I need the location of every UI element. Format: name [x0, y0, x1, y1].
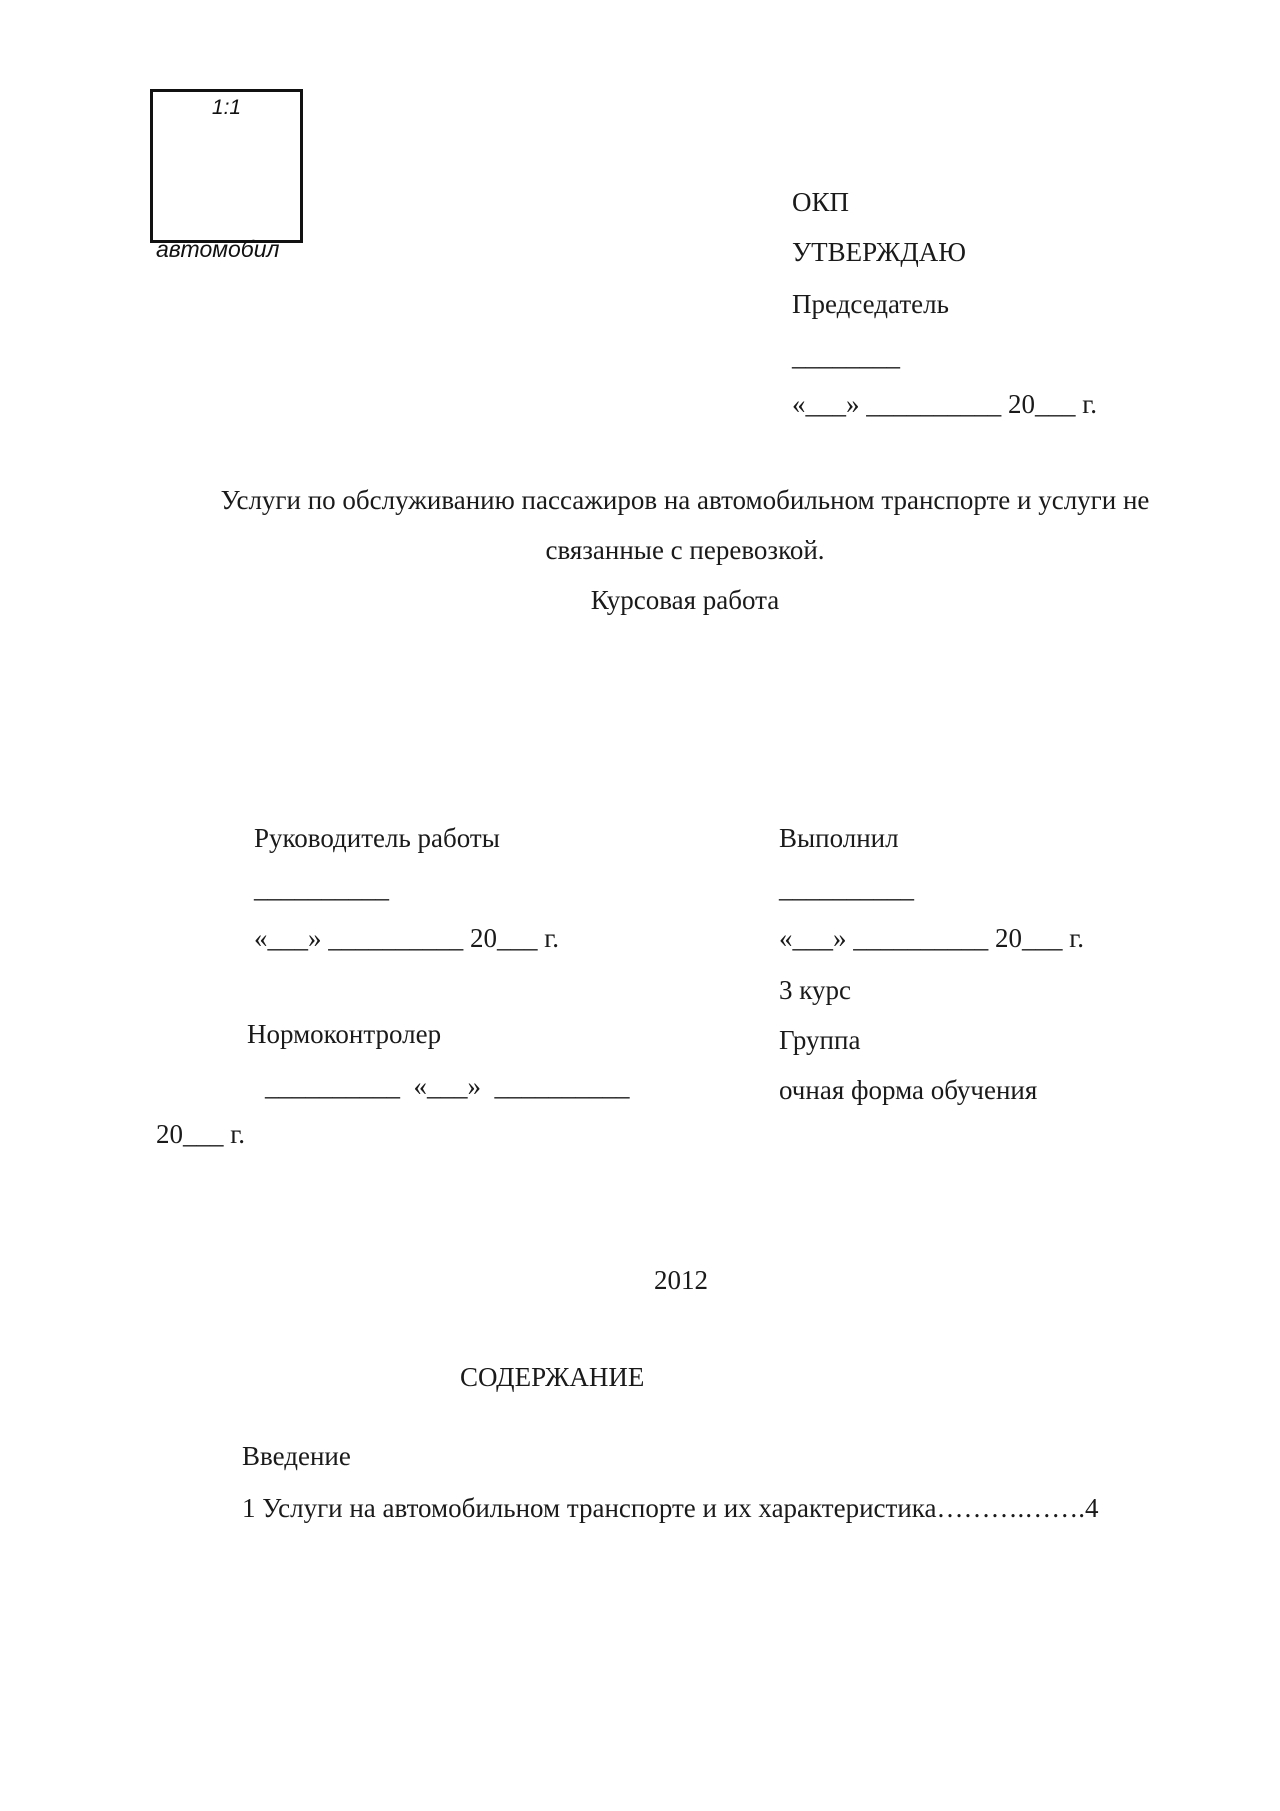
emblem-caption: автомобил	[156, 236, 280, 262]
title-line-2: связанные с перевозкой.	[545, 535, 825, 565]
document-year: 2012	[654, 1265, 708, 1295]
approval-role: Председатель	[792, 289, 949, 319]
performer-group: Группа	[779, 1025, 861, 1055]
emblem-frame	[150, 89, 303, 243]
supervisor-date-line: «___» __________ 20___ г.	[254, 923, 560, 953]
normcontrol-label: Нормоконтролер	[247, 1019, 442, 1049]
approval-date-line: «___» __________ 20___ г.	[792, 389, 1098, 419]
normcontrol-line: __________ «___» __________	[265, 1071, 630, 1101]
approval-approve: УТВЕРЖДАЮ	[792, 237, 967, 267]
performer-study-form: очная форма обучения	[779, 1075, 1038, 1105]
supervisor-label: Руководитель работы	[254, 823, 500, 853]
title-line-1: Услуги по обслуживанию пассажиров на автомобильном транспорте и услуги не	[220, 485, 1150, 515]
performer-signature-line: __________	[779, 873, 914, 903]
supervisor-signature-line: __________	[254, 873, 389, 903]
contents-heading: СОДЕРЖАНИЕ	[460, 1362, 645, 1392]
performer-date-line: «___» __________ 20___ г.	[779, 923, 1085, 953]
approval-signature-line: ________	[792, 341, 900, 371]
approval-org: ОКП	[792, 187, 850, 217]
work-type: Курсовая работа	[590, 585, 780, 615]
performer-label: Выполнил	[779, 823, 899, 853]
normcontrol-year-line: 20___ г.	[156, 1119, 246, 1149]
contents-item: Введение	[242, 1441, 351, 1471]
performer-course: 3 курс	[779, 975, 851, 1005]
contents-item: 1 Услуги на автомобильном транспорте и их характеристика……….…….4	[242, 1493, 1099, 1523]
emblem-scale: 1:1	[211, 96, 242, 119]
